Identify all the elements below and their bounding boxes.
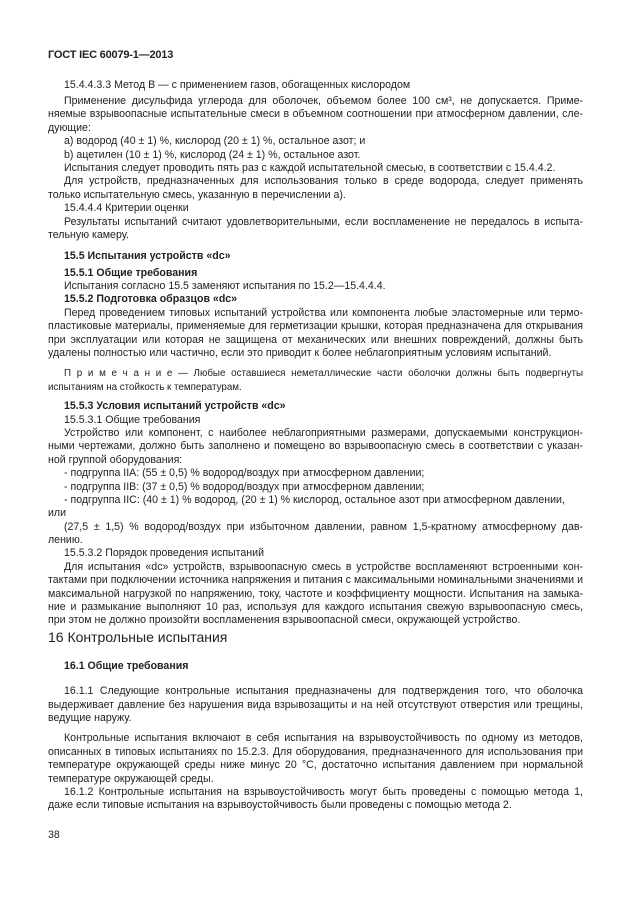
text-line: 15.5.3.1 Общие требования [64, 413, 201, 426]
text-line: П р и м е ч а н и е — Любые оставшиеся неметаллические части оболочки должны быть подвергнуты [64, 368, 583, 380]
text-line: Перед проведением типовых испытаний устройства или компонента любые эластомерные или термо- [64, 306, 583, 319]
section-heading [48, 660, 583, 673]
text-line: а) водород (40 ± 1) %, кислород (20 ± 1) %, остальное азот; и [64, 135, 366, 148]
section-heading [48, 293, 583, 306]
text-line: 16.1.1 Следующие контрольные испытания предназначены для подтверждения того, что оболочка [64, 685, 583, 698]
paragraph [48, 786, 583, 813]
paragraph [48, 280, 583, 293]
text-line: температуре окружающей среды ниже минус 20 °С, достаточно испытания давлением при нормальной [48, 759, 583, 772]
paragraph [48, 685, 583, 725]
paragraph [48, 427, 583, 467]
paragraph [48, 547, 583, 560]
paragraph [48, 79, 583, 92]
paragraph [48, 216, 583, 243]
paragraph [48, 481, 583, 494]
text-line: температуре окружающей среды. [48, 772, 214, 785]
text-line: b) ацетилен (10 ± 1) %, кислород (24 ± 1) %, остальное азот. [64, 148, 361, 161]
text-line: 15.4.4.4 Критерии оценки [64, 202, 189, 215]
paragraph [48, 307, 583, 361]
paragraph [48, 202, 583, 215]
text-line: Для устройств, предназначенных для использования только в среде водорода, следует применять [64, 175, 583, 188]
text-line: - подгруппа IIC: (40 ± 1) % водород, (20 ± 1) % кислород, остальное азот при атмосферном давлении, [64, 493, 565, 506]
text-line: 16.1 Общие требования [64, 659, 189, 672]
text-line: 15.5.3.2 Порядок проведения испытаний [64, 547, 264, 560]
text-line: 15.5.1 Общие требования [64, 266, 198, 279]
text-line: Испытания согласно 15.5 заменяют испытания по 15.2—15.4.4.4. [64, 280, 386, 293]
text-line: Результаты испытаний считают удовлетворительными, если воспламенение не передалось в испыта- [64, 215, 583, 228]
text-line: тельную камеру. [48, 228, 129, 241]
text-line: описанных в типовых испытаниях по 15.2.3. Для оборудования, предназначенного для использования при [48, 745, 583, 758]
text-line: ной группой оборудования: [48, 453, 183, 466]
section-heading [48, 250, 583, 263]
text-line: (27,5 ± 1,5) % водород/воздух при избыточном давлении, равном 1,5-кратному атмосферному дав- [64, 520, 583, 533]
paragraph [48, 175, 583, 202]
paragraph [48, 467, 583, 480]
text-line: при эксплуатации или которая не защищена от механических или внешних повреждений, должны быть [48, 333, 583, 346]
paragraph [48, 521, 583, 548]
text-line: удалены полностью или частично, если это приводит к более неблагоприятным условиям испытаний. [48, 347, 552, 360]
text-line: 15.5 Испытания устройств «dc» [64, 250, 231, 263]
text-line: Испытания следует проводить пять раз с каждой испытательной смесью, в соответствии с 15.4.4.2. [64, 161, 556, 174]
section-heading [48, 267, 583, 280]
paragraph [48, 162, 583, 175]
text-line: выдерживает давление без нарушения вида взрывозащиты и на ней отсутствуют отверстия или трещины, [48, 698, 583, 711]
text-line: лению. [48, 534, 83, 547]
section-heading [48, 400, 583, 413]
text-line: 16.1.2 Контрольные испытания на взрывоустойчивость могут быть проведены с помощью метода 1, [64, 785, 583, 798]
text-line: 15.5.2 Подготовка образцов «dc» [64, 293, 238, 306]
text-line: только испытательную смесь, указанную в перечислении а). [48, 188, 346, 201]
text-line: - подгруппа IIA: (55 ± 0,5) % водород/воздух при атмосферном давлении; [64, 467, 425, 480]
paragraph [48, 414, 583, 427]
text-line: даже если типовые испытания на взрывоустойчивость были проведены с помощью метода 2. [48, 799, 512, 812]
text-line: Контрольные испытания включают в себя испытания на взрывоустойчивость по одному из методов, [64, 732, 583, 745]
text-line: или [48, 507, 67, 520]
document-header: ГОСТ IEC 60079-1—2013 [48, 49, 174, 61]
text-line: дующие: [48, 121, 91, 134]
section-heading [48, 628, 583, 646]
text-line: тактами при подключении источника напряжения и питания с максимальными номинальными значениями и [48, 574, 583, 587]
paragraph [48, 149, 583, 162]
page-number: 38 [48, 829, 60, 841]
text-line: 15.5.3 Условия испытаний устройств «dc» [64, 400, 286, 413]
text-line: максимальной нагрузкой по напряжению, току, частоте и коэффициенту мощности. Испытания на замыка- [48, 587, 583, 600]
note-paragraph [48, 367, 583, 394]
text-line: пластиковые материалы, применяемые для герметизации крышки, которая предназначена для открывания [48, 320, 583, 333]
text-line: 16 Контрольные испытания [48, 628, 228, 645]
text-line: ведущие наружу. [48, 712, 132, 724]
text-line: Для испытания «dc» устройств, взрывоопасную смесь в устройстве воспламеняют встроенными кон- [64, 560, 583, 573]
text-line: - подгруппа IIB: (37 ± 0,5) % водород/воздух при атмосферном давлении; [64, 480, 425, 493]
text-line: Устройство или компонент, с наиболее неблагоприятными размерами, допускаемыми конструкцион- [64, 426, 583, 439]
text-line: ние и размыкание выполняют 10 раз, используя для каждого испытания свежую взрывоопасную смесь, [48, 601, 583, 614]
text-line: испытаниям на стойкость к температурам. [48, 381, 242, 393]
paragraph [48, 507, 583, 520]
paragraph [48, 732, 583, 786]
text-line: няемые взрывоопасные испытательные смеси в объемном соотношении при атмосферном давлении, сле- [48, 108, 583, 121]
paragraph [48, 494, 583, 507]
paragraph [48, 95, 583, 135]
paragraph [48, 135, 583, 148]
text-line: 15.4.4.3.3 Метод В — с применением газов, обогащенных кислородом [64, 79, 411, 91]
paragraph [48, 561, 583, 628]
document-body [48, 79, 583, 813]
text-line: ными чертежами, должно быть заполнено и помещено во взрывоопасную смесь в соответствии с указан- [48, 440, 583, 453]
text-line: при этом не должно произойти воспламенения взрывоопасной смеси, окружающей устройство. [48, 614, 521, 627]
text-line: Применение дисульфида углерода для оболочек, объемом более 100 см³, не допускается. Приме- [64, 94, 583, 107]
